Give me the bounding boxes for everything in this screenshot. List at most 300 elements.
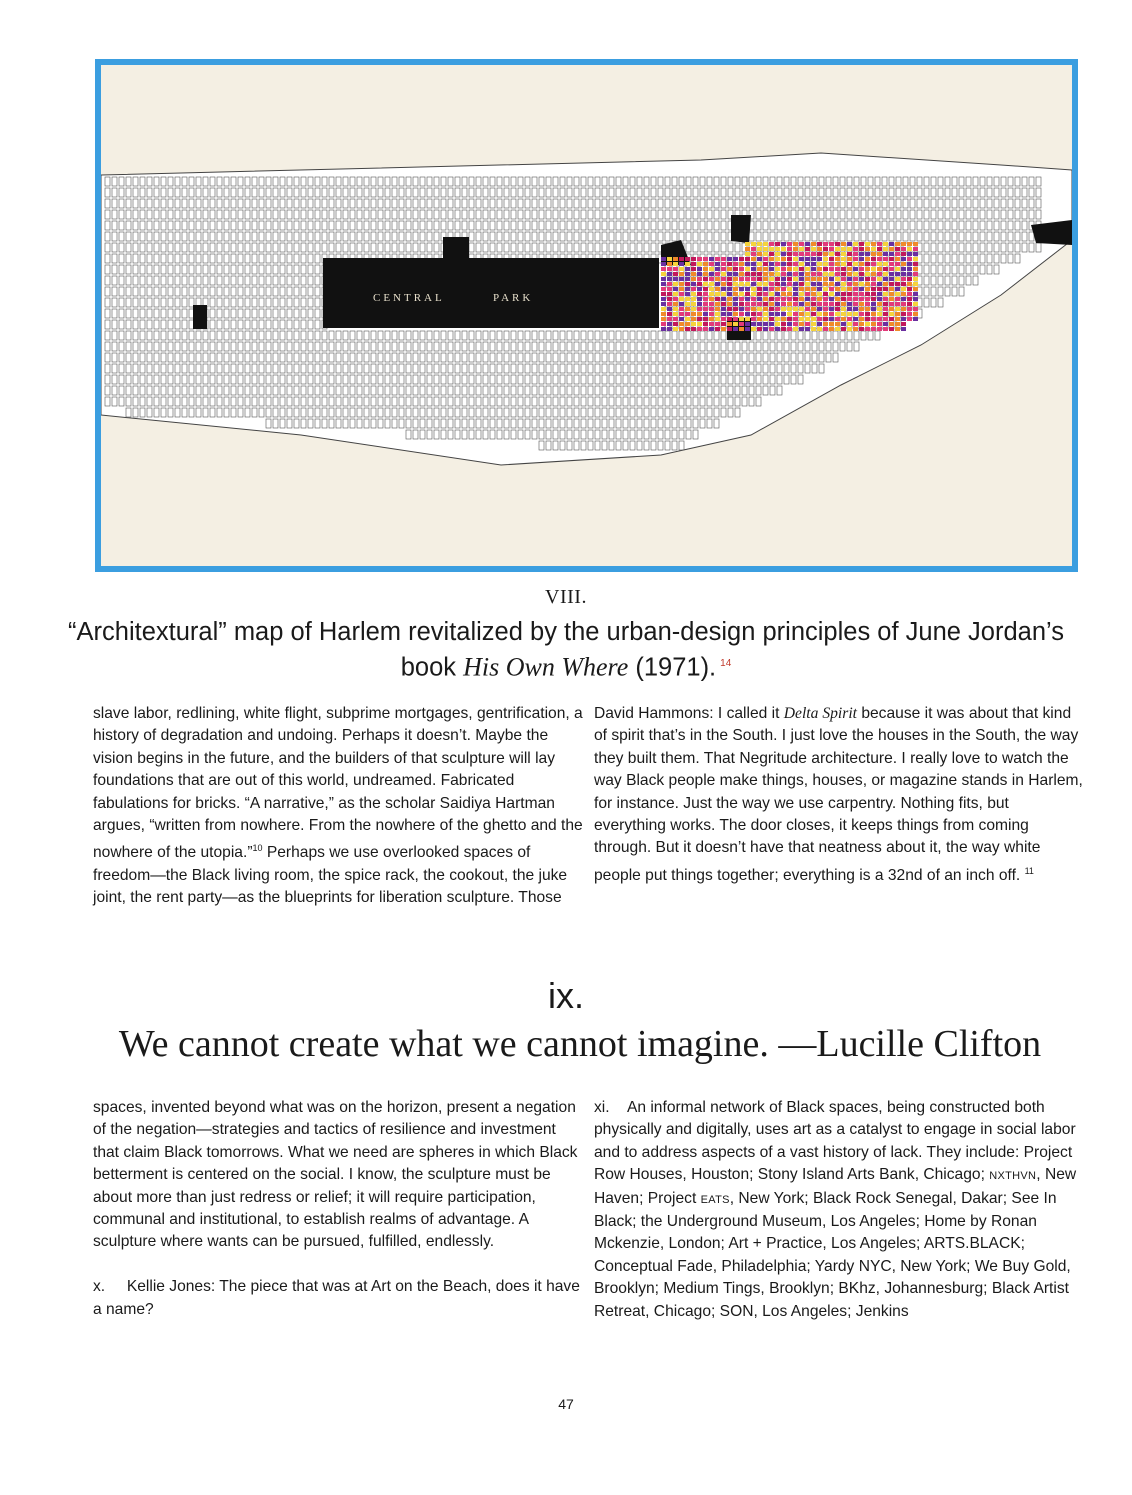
heat-cell xyxy=(793,312,798,316)
heat-cell xyxy=(853,327,858,331)
heat-cell xyxy=(763,292,768,296)
heat-cell xyxy=(787,282,792,286)
heat-cell xyxy=(727,282,732,286)
heat-cell xyxy=(901,252,906,256)
figure-caption xyxy=(60,616,1072,684)
heat-cell xyxy=(907,307,912,311)
heat-cell xyxy=(853,277,858,281)
heat-cell xyxy=(901,267,906,271)
heat-cell xyxy=(793,302,798,306)
heat-cell xyxy=(703,327,708,331)
heat-cell xyxy=(901,327,906,331)
body-column-left xyxy=(93,703,583,910)
heat-cell xyxy=(817,277,822,281)
heat-cell xyxy=(721,267,726,271)
heat-cell xyxy=(847,252,852,256)
heat-cell xyxy=(679,262,684,266)
heat-cell xyxy=(661,307,666,311)
heat-cell xyxy=(841,317,846,321)
heat-cell xyxy=(805,317,810,321)
heat-cell xyxy=(751,312,756,316)
heat-cell xyxy=(817,247,822,251)
heat-cell xyxy=(823,257,828,261)
heat-cell xyxy=(793,272,798,276)
heat-cell xyxy=(913,242,918,246)
heat-cell xyxy=(883,317,888,321)
heat-cell xyxy=(757,307,762,311)
heat-cell xyxy=(691,287,696,291)
heat-cell xyxy=(733,267,738,271)
heat-cell xyxy=(703,307,708,311)
body-column-left-lower xyxy=(93,1097,583,1321)
heat-cell xyxy=(721,287,726,291)
heat-cell xyxy=(787,302,792,306)
heat-cell xyxy=(895,312,900,316)
heat-cell xyxy=(715,327,720,331)
heat-cell xyxy=(709,297,714,301)
heat-cell xyxy=(811,327,816,331)
heat-cell xyxy=(703,287,708,291)
heat-cell xyxy=(811,287,816,291)
heat-cell xyxy=(787,272,792,276)
heat-cell xyxy=(901,277,906,281)
heat-cell xyxy=(673,327,678,331)
heat-cell xyxy=(769,247,774,251)
heat-cell xyxy=(841,277,846,281)
heat-cell xyxy=(691,297,696,301)
heat-cell xyxy=(841,327,846,331)
heat-cell xyxy=(697,327,702,331)
heat-cell xyxy=(829,272,834,276)
heat-cell xyxy=(775,262,780,266)
heat-cell xyxy=(781,312,786,316)
heat-cell xyxy=(835,317,840,321)
heat-cell xyxy=(865,272,870,276)
heat-cell xyxy=(751,252,756,256)
heat-cell xyxy=(793,297,798,301)
heat-cell xyxy=(901,297,906,301)
heat-cell xyxy=(901,247,906,251)
heat-cell xyxy=(793,262,798,266)
heat-cell xyxy=(895,252,900,256)
heat-cell xyxy=(697,292,702,296)
heat-cell xyxy=(811,282,816,286)
heat-cell xyxy=(841,267,846,271)
heat-cell xyxy=(721,292,726,296)
heat-cell xyxy=(691,292,696,296)
heat-cell xyxy=(691,327,696,331)
heat-cell xyxy=(811,322,816,326)
heat-cell xyxy=(865,317,870,321)
heat-cell xyxy=(841,247,846,251)
heat-cell xyxy=(673,272,678,276)
heat-cell xyxy=(751,277,756,281)
heat-cell xyxy=(811,252,816,256)
heat-cell xyxy=(733,282,738,286)
heat-cell xyxy=(865,327,870,331)
heat-cell xyxy=(859,292,864,296)
heat-cell xyxy=(721,322,726,326)
heat-cell xyxy=(679,282,684,286)
heat-cell xyxy=(829,292,834,296)
heat-cell xyxy=(847,297,852,301)
heat-cell xyxy=(775,307,780,311)
heat-cell xyxy=(883,252,888,256)
heat-cell xyxy=(709,272,714,276)
heat-cell xyxy=(715,267,720,271)
heat-cell xyxy=(883,322,888,326)
heat-cell xyxy=(697,312,702,316)
heat-cell xyxy=(865,257,870,261)
heat-cell xyxy=(877,257,882,261)
heat-cell xyxy=(763,282,768,286)
heat-cell xyxy=(883,277,888,281)
heat-cell xyxy=(853,287,858,291)
heat-cell xyxy=(799,257,804,261)
heat-cell xyxy=(769,267,774,271)
heat-cell xyxy=(817,287,822,291)
heat-cell xyxy=(829,317,834,321)
heat-cell xyxy=(871,307,876,311)
heat-cell xyxy=(865,292,870,296)
heat-cell xyxy=(745,242,750,246)
heat-cell xyxy=(883,297,888,301)
heat-cell xyxy=(745,327,750,331)
heat-cell xyxy=(853,322,858,326)
heat-cell xyxy=(721,272,726,276)
heat-cell xyxy=(811,242,816,246)
heat-cell xyxy=(895,297,900,301)
heat-cell xyxy=(715,302,720,306)
heat-cell xyxy=(871,322,876,326)
map-illustration xyxy=(101,65,1072,566)
heat-cell xyxy=(667,322,672,326)
section-label: x. xyxy=(93,1278,106,1296)
heat-cell xyxy=(697,277,702,281)
heat-cell xyxy=(673,262,678,266)
heat-cell xyxy=(661,277,666,281)
heat-cell xyxy=(709,302,714,306)
heat-cell xyxy=(685,297,690,301)
heat-cell xyxy=(757,267,762,271)
heat-cell xyxy=(661,327,666,331)
heat-cell xyxy=(697,282,702,286)
heat-cell xyxy=(691,277,696,281)
heat-cell xyxy=(799,302,804,306)
artwork-title: Delta Spirit xyxy=(783,705,857,722)
heat-cell xyxy=(793,322,798,326)
heat-cell xyxy=(745,307,750,311)
heat-cell xyxy=(685,302,690,306)
heat-cell xyxy=(793,292,798,296)
heat-cell xyxy=(883,302,888,306)
heat-cell xyxy=(787,327,792,331)
heat-cell xyxy=(883,292,888,296)
heat-cell xyxy=(733,262,738,266)
heat-cell xyxy=(673,277,678,281)
heat-cell xyxy=(787,267,792,271)
heat-cell xyxy=(715,272,720,276)
heat-cell xyxy=(853,292,858,296)
heat-cell xyxy=(715,322,720,326)
heat-cell xyxy=(661,287,666,291)
heat-cell xyxy=(895,282,900,286)
heat-cell xyxy=(841,262,846,266)
heat-cell xyxy=(853,317,858,321)
heat-cell xyxy=(691,272,696,276)
heat-cell xyxy=(823,287,828,291)
heat-cell xyxy=(661,267,666,271)
heat-cell xyxy=(889,317,894,321)
heat-cell xyxy=(877,267,882,271)
heat-cell xyxy=(685,317,690,321)
heat-cell xyxy=(739,312,744,316)
heat-cell xyxy=(727,317,732,321)
heat-cell xyxy=(817,272,822,276)
heat-cell xyxy=(733,307,738,311)
heat-cell xyxy=(835,302,840,306)
heat-cell xyxy=(715,282,720,286)
heat-cell xyxy=(853,242,858,246)
heat-cell xyxy=(853,302,858,306)
heat-cell xyxy=(847,242,852,246)
heat-cell xyxy=(775,292,780,296)
heat-cell xyxy=(823,247,828,251)
heat-cell xyxy=(847,282,852,286)
heat-cell xyxy=(775,297,780,301)
heat-cell xyxy=(811,267,816,271)
heat-cell xyxy=(871,312,876,316)
heat-cell xyxy=(853,307,858,311)
heat-cell xyxy=(781,327,786,331)
heat-cell xyxy=(667,277,672,281)
heat-cell xyxy=(775,312,780,316)
heat-cell xyxy=(823,302,828,306)
heat-cell xyxy=(805,267,810,271)
heat-cell xyxy=(811,272,816,276)
heat-cell xyxy=(901,317,906,321)
heat-cell xyxy=(901,257,906,261)
heat-cell xyxy=(835,277,840,281)
heat-cell xyxy=(853,312,858,316)
heat-cell xyxy=(823,282,828,286)
heat-cell xyxy=(853,267,858,271)
heat-cell xyxy=(721,277,726,281)
heat-cell xyxy=(775,257,780,261)
heat-cell xyxy=(799,252,804,256)
heat-cell xyxy=(733,287,738,291)
heat-cell xyxy=(667,312,672,316)
heat-cell xyxy=(841,302,846,306)
heat-cell xyxy=(823,277,828,281)
heat-cell xyxy=(907,262,912,266)
heat-cell xyxy=(709,262,714,266)
heat-cell xyxy=(859,312,864,316)
heat-cell xyxy=(889,277,894,281)
heat-cell xyxy=(721,282,726,286)
heat-cell xyxy=(793,252,798,256)
heat-cell xyxy=(895,262,900,266)
heat-cell xyxy=(733,257,738,261)
heat-cell xyxy=(859,307,864,311)
heat-cell xyxy=(697,272,702,276)
heat-cell xyxy=(805,312,810,316)
heat-cell xyxy=(811,262,816,266)
heat-cell xyxy=(913,317,918,321)
heat-cell xyxy=(769,277,774,281)
heat-cell xyxy=(763,322,768,326)
heat-cell xyxy=(685,272,690,276)
heat-cell xyxy=(829,327,834,331)
heat-cell xyxy=(709,282,714,286)
heat-cell xyxy=(661,302,666,306)
heat-cell xyxy=(793,327,798,331)
heat-cell xyxy=(859,282,864,286)
heat-cell xyxy=(685,307,690,311)
heat-cell xyxy=(805,302,810,306)
heat-cell xyxy=(679,327,684,331)
heat-cell xyxy=(835,262,840,266)
heat-cell xyxy=(667,282,672,286)
heat-cell xyxy=(823,272,828,276)
heat-cell xyxy=(817,317,822,321)
heat-cell xyxy=(895,307,900,311)
heat-cell xyxy=(823,312,828,316)
heat-cell xyxy=(739,302,744,306)
footnote-ref: 10 xyxy=(252,843,263,854)
heat-cell xyxy=(793,307,798,311)
heat-cell xyxy=(679,307,684,311)
heat-cell xyxy=(799,272,804,276)
heat-cell xyxy=(745,282,750,286)
caption-year: (1971). xyxy=(635,653,717,682)
heat-cell xyxy=(817,242,822,246)
heat-cell xyxy=(703,262,708,266)
heat-cell xyxy=(871,287,876,291)
heat-cell xyxy=(733,322,738,326)
heat-cell xyxy=(877,272,882,276)
heat-cell xyxy=(739,297,744,301)
heat-cell xyxy=(841,312,846,316)
heat-cell xyxy=(787,322,792,326)
heat-cell xyxy=(847,257,852,261)
heat-cell xyxy=(895,272,900,276)
heat-cell xyxy=(847,277,852,281)
heat-cell xyxy=(715,292,720,296)
heat-cell xyxy=(721,317,726,321)
heat-cell xyxy=(757,247,762,251)
heat-cell xyxy=(877,247,882,251)
heat-cell xyxy=(763,327,768,331)
heat-cell xyxy=(757,252,762,256)
heat-cell xyxy=(787,252,792,256)
heat-cell xyxy=(799,282,804,286)
heat-cell xyxy=(805,252,810,256)
heat-cell xyxy=(781,287,786,291)
heat-cell xyxy=(817,302,822,306)
heat-cell xyxy=(799,247,804,251)
heat-cell xyxy=(901,292,906,296)
heat-cell xyxy=(667,292,672,296)
heat-cell xyxy=(763,242,768,246)
heat-cell xyxy=(901,312,906,316)
caption-text: “Architextural” map of Harlem revitalized by the urban-design principles of June Jordan’s book xyxy=(68,618,1064,682)
heat-cell xyxy=(901,282,906,286)
heat-cell xyxy=(871,282,876,286)
heat-cell xyxy=(829,242,834,246)
heat-cell xyxy=(847,327,852,331)
heat-cell xyxy=(841,307,846,311)
heat-cell xyxy=(775,247,780,251)
heat-cell xyxy=(787,287,792,291)
heat-cell xyxy=(811,317,816,321)
heat-cell xyxy=(739,282,744,286)
heat-cell xyxy=(871,272,876,276)
heat-cell xyxy=(691,262,696,266)
heat-cell xyxy=(877,242,882,246)
heat-cell xyxy=(697,302,702,306)
heat-cell xyxy=(901,272,906,276)
heat-cell xyxy=(907,277,912,281)
heat-cell xyxy=(691,257,696,261)
heat-cell xyxy=(781,252,786,256)
heat-cell xyxy=(781,282,786,286)
heat-cell xyxy=(745,247,750,251)
heat-cell xyxy=(793,282,798,286)
heat-cell xyxy=(667,287,672,291)
heat-cell xyxy=(847,267,852,271)
heat-cell xyxy=(757,242,762,246)
heat-cell xyxy=(715,307,720,311)
heat-cell xyxy=(823,252,828,256)
heat-cell xyxy=(739,307,744,311)
heat-cell xyxy=(877,292,882,296)
heat-cell xyxy=(829,252,834,256)
heat-cell xyxy=(733,312,738,316)
heat-cell xyxy=(763,267,768,271)
heat-cell xyxy=(733,317,738,321)
heat-cell xyxy=(691,317,696,321)
heat-cell xyxy=(739,317,744,321)
heat-cell xyxy=(757,272,762,276)
heat-cell xyxy=(721,327,726,331)
heat-cell xyxy=(757,282,762,286)
heat-cell xyxy=(751,242,756,246)
heat-cell xyxy=(769,242,774,246)
heat-cell xyxy=(871,252,876,256)
heat-cell xyxy=(865,297,870,301)
heat-cell xyxy=(751,292,756,296)
heat-cell xyxy=(661,297,666,301)
heat-cell xyxy=(829,312,834,316)
heat-cell xyxy=(745,252,750,256)
heat-cell xyxy=(733,272,738,276)
heat-cell xyxy=(703,257,708,261)
heat-cell xyxy=(865,322,870,326)
heat-cell xyxy=(691,312,696,316)
heat-cell xyxy=(781,322,786,326)
heat-cell xyxy=(847,292,852,296)
heat-cell xyxy=(751,287,756,291)
heat-cell xyxy=(859,327,864,331)
heat-cell xyxy=(859,272,864,276)
heat-cell xyxy=(787,297,792,301)
heat-cell xyxy=(661,322,666,326)
heat-cell xyxy=(877,302,882,306)
heat-cell xyxy=(703,277,708,281)
heat-cell xyxy=(673,287,678,291)
heat-cell xyxy=(733,302,738,306)
